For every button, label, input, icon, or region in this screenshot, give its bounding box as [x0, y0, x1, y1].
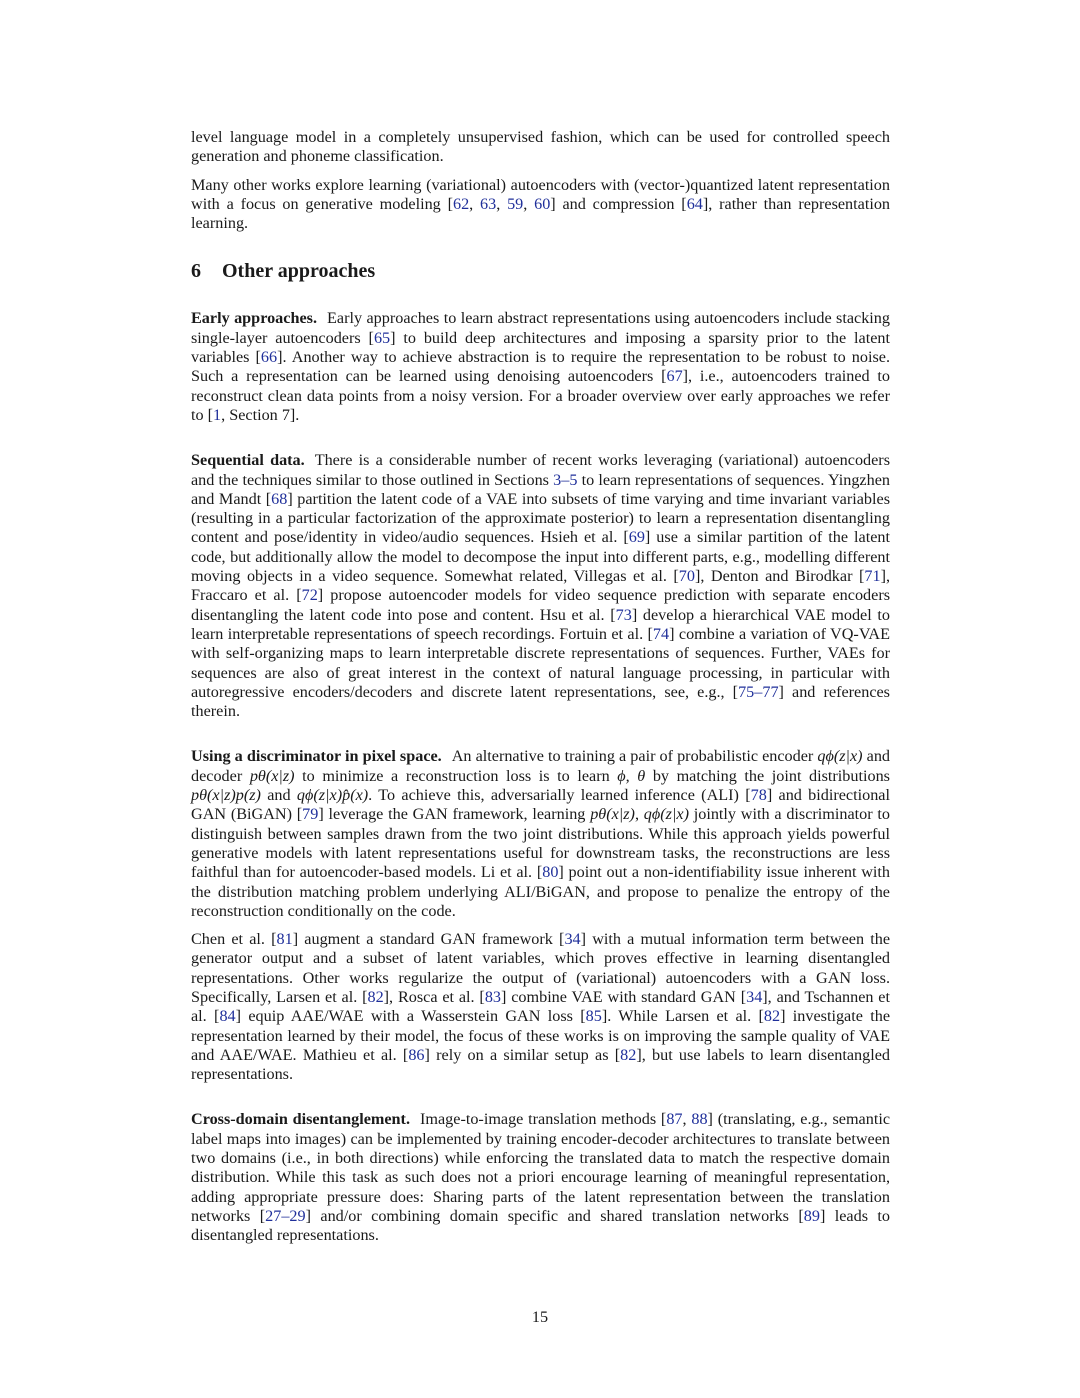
text-run: jointly with a discriminator to distinguish between samples drawn from the two joint distributions. While this approach yields powerful generative models with latent representations useful for downstream tasks, the reconstructions are less faithful than for autoencoder-based models. Li et al. [	[191, 805, 891, 882]
run-in-heading: Cross-domain disentanglement.	[191, 1110, 410, 1129]
citation-link[interactable]: 34	[564, 930, 581, 949]
citation-link[interactable]: 34	[746, 987, 763, 1006]
text-run: ], and Tschannen et al. [	[191, 987, 890, 1026]
text-run: ] and references therein.	[191, 682, 890, 721]
text-run: ], rather than representation learning.	[191, 194, 891, 233]
citation-link[interactable]: 82	[367, 987, 384, 1006]
citation-link[interactable]: 27–29	[265, 1206, 306, 1225]
text-run: ] point out a non-identifiability issue inherent with the distribution matching problem underlying ALI/BiGAN, and propose to penalize the entropy of the reconstruction conditionally on the code.	[191, 863, 891, 920]
cross-domain-paragraph	[191, 1110, 890, 1245]
text-run: ] augment a standard GAN framework [	[292, 930, 565, 949]
citation-link[interactable]: 66	[260, 348, 278, 367]
math-expression: qϕ(z|x)p̂(x)	[296, 786, 369, 805]
text-run: ] use a similar partition of the latent code, but additionally allow the model to decompose the input into different parts, e.g., modelling different moving objects in a video sequence. Somewhat related, Villegas et al. [	[191, 528, 890, 586]
text-run: and	[260, 786, 297, 805]
text-run: ,	[634, 805, 644, 824]
citation-link[interactable]: 63	[480, 194, 497, 213]
text-run: to learn representations of sequences. Yingzhen and Mandt [	[191, 470, 890, 508]
math-expression: pθ(x|z)	[249, 766, 295, 785]
citation-link[interactable]: 83	[484, 987, 501, 1006]
citation-link[interactable]: 69	[628, 528, 645, 547]
citation-link[interactable]: 62	[452, 194, 470, 213]
citation-link[interactable]: 85	[585, 1007, 602, 1026]
citation-link[interactable]: 87	[666, 1110, 683, 1129]
text-run: An alternative to training a pair of probabilistic encoder	[451, 747, 818, 766]
text-run: ] leverage the GAN framework, learning	[318, 805, 591, 824]
early-approaches-paragraph	[191, 309, 890, 425]
citation-link[interactable]: 65	[373, 328, 391, 347]
text-run: ] and/or combining domain specific and shared translation networks [	[305, 1206, 804, 1225]
quantized-works-paragraph	[191, 176, 890, 234]
citation-link[interactable]: 89	[803, 1206, 820, 1225]
text-run: ] (translating, e.g., semantic label maps into images) can be implemented by training encoder-decoder architectures to translate between two domains (i.e., in both directions) while enforcing the translated data to match the respective domain distribution. While this task as such does not a priori encourage learning of meaningful representation, adding appropriate pressure does: Sharing parts of the latent representation between the translation networks [	[191, 1110, 891, 1225]
text-run: ] rely on a similar setup as [	[424, 1045, 621, 1064]
text-run: There is a considerable number of recent works leveraging (variational) autoencoders and the techniques similar to those outlined in Sections	[191, 451, 890, 489]
text-run: Early approaches to learn abstract representations using autoencoders include stacking single-layer autoencoders [	[191, 309, 890, 347]
text-run: ] to build deep architectures and imposing a sparsity prior to the latent variables [	[191, 328, 890, 367]
intro-continued-paragraph: level language model in a completely unsupervised fashion, which can be used for controlled speech generation and phoneme classification.	[191, 128, 890, 166]
citation-link[interactable]: 59	[507, 194, 524, 213]
text-run: ] equip AAE/WAE with a Wasserstein GAN loss [	[235, 1007, 586, 1026]
citation-link[interactable]: 67	[666, 367, 683, 386]
citation-link[interactable]: 75–77	[738, 682, 779, 701]
text-run: Image-to-image translation methods [	[420, 1110, 667, 1129]
section-title: Other approaches	[222, 260, 376, 283]
gan-works-paragraph	[191, 930, 890, 1084]
text-run: and decoder	[191, 747, 891, 785]
citation-link[interactable]: 73	[615, 605, 632, 624]
run-in-heading: Early approaches.	[191, 309, 317, 328]
citation-link[interactable]: 82	[763, 1007, 781, 1026]
text-run: ,	[682, 1110, 692, 1129]
text-run: ] develop a hierarchical VAE model to learn interpretable representations of speech recordings. Fortuin et al. [	[191, 605, 890, 643]
citation-link[interactable]: 86	[408, 1045, 425, 1064]
text-run: ] propose autoencoder models for video sequence prediction with separate encoders disentangling the latent code into pose and content. Hsu et al. [	[191, 586, 891, 624]
text-run: to minimize a reconstruction loss is to learn	[294, 766, 618, 785]
citation-link[interactable]: 64	[686, 194, 703, 213]
citation-link[interactable]: 88	[691, 1110, 708, 1129]
text-run: ]. While Larsen et al. [	[601, 1007, 764, 1026]
text-run: ], Denton and Birodkar [	[694, 567, 865, 586]
citation-link[interactable]: 79	[302, 805, 319, 824]
run-in-heading: Sequential data.	[191, 451, 305, 470]
text-run: ,	[469, 194, 481, 213]
section-reference-link[interactable]: 3–5	[553, 470, 578, 489]
math-expression: pθ(x|z)	[590, 805, 635, 824]
run-in-heading: Using a discriminator in pixel space.	[191, 747, 442, 766]
citation-link[interactable]: 68	[271, 489, 288, 508]
citation-link[interactable]: 78	[750, 786, 767, 805]
text-run: ] combine VAE with standard GAN [	[501, 987, 747, 1006]
citation-link[interactable]: 70	[678, 567, 695, 586]
math-expression: pθ(x|z)p(z)	[191, 786, 261, 805]
text-run: . To achieve this, adversarially learned inference (ALI) [	[368, 786, 751, 805]
text-run: ,	[523, 194, 535, 213]
page-number: 15	[531, 1308, 549, 1326]
text-run: ,	[496, 194, 508, 213]
math-expression: qϕ(z|x)	[817, 747, 863, 766]
text-run: ], but use labels to learn disentangled representations.	[191, 1045, 890, 1084]
citation-link[interactable]: 1	[213, 405, 222, 424]
citation-link[interactable]: 74	[652, 624, 670, 643]
math-expression: ϕ, θ	[617, 766, 646, 785]
text-run: ] leads to disentangled representations.	[191, 1206, 890, 1245]
paper-page	[191, 128, 890, 1246]
sequential-data-paragraph	[191, 451, 890, 721]
text-run: ] partition the latent code of a VAE into subsets of time varying and time invariant variables (resulting in a particular factorization of the approximate posterior) to learn a representation disentangling content and pose/identity in video/audio sequences. Hsieh et al. [	[191, 489, 890, 547]
text-run: ] combine a variation of VQ-VAE with self-organizing maps to learn interpretable discrete representations of sequences. Further, VAEs for sequences are also of great interest in the context of natural language processing, in particular with autoregressive encoders/decoders and discrete latent representations, see, e.g., [	[191, 624, 890, 701]
pixel-discriminator-paragraph	[191, 747, 890, 921]
text-run: ] investigate the representation learned by their model, the focus of these works is on improving the sample quality of VAE and AAE/WAE. Mathieu et al. [	[191, 1007, 891, 1064]
text-run: ], Rosca et al. [	[383, 987, 485, 1006]
citation-link[interactable]: 71	[864, 567, 881, 586]
math-expression: qϕ(z|x)	[643, 805, 689, 824]
citation-link[interactable]: 82	[620, 1045, 637, 1064]
text-run: ] and compression [	[550, 194, 687, 213]
text-run: ] with a mutual information term between the generator output and a subset of latent variables, which proves effective in learning disentangled representations. Other works regularize the output of (variational) autoencoders with a GAN loss. Specifically, Larsen et al. [	[191, 930, 891, 1006]
text-run: by matching the joint distributions	[645, 766, 890, 785]
citation-link[interactable]: 60	[534, 194, 551, 213]
text-run: ] and bidirectional GAN (BiGAN) [	[191, 786, 890, 824]
section-heading	[191, 259, 890, 283]
citation-link[interactable]: 80	[542, 863, 559, 882]
section-number: 6	[191, 260, 201, 283]
text-run: ], Fraccaro et al. [	[191, 567, 890, 605]
citation-link[interactable]: 81	[276, 930, 293, 949]
citation-link[interactable]: 72	[301, 586, 318, 605]
text-run: Chen et al. [	[191, 930, 277, 949]
text-run: Many other works explore learning (variational) autoencoders with (vector-)quantized latent representation with a focus on generative modeling [	[191, 175, 890, 213]
text-run: ], i.e., autoencoders trained to reconstruct clean data points from a noisy version. For a broader overview over early approaches we refer to [	[191, 367, 890, 424]
text-run: ]. Another way to achieve abstraction is to require the representation to be robust to noise. Such a representation can be learned using denoising autoencoders [	[191, 348, 890, 386]
text-run: , Section 7].	[221, 405, 300, 424]
citation-link[interactable]: 84	[219, 1007, 236, 1026]
